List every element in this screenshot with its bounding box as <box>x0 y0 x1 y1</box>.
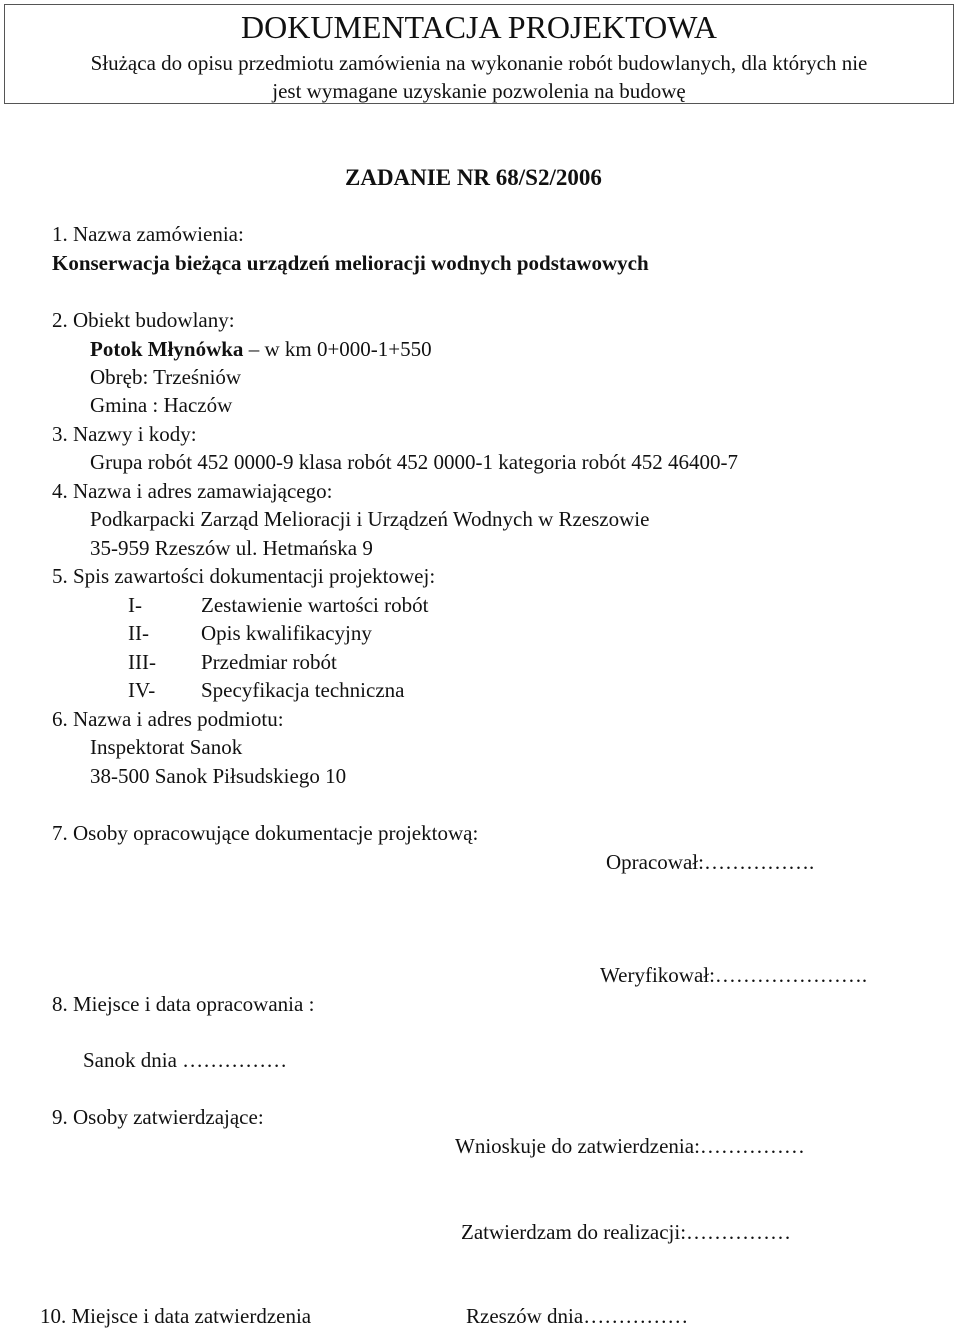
object-name: Potok Młynówka <box>90 337 244 361</box>
header-box <box>4 4 954 104</box>
contents-item-label: Specyfikacja techniczna <box>201 678 405 702</box>
section2-obreb: Obręb: Trześniów <box>90 365 242 389</box>
section8-heading: 8. Miejsce i data opracowania : <box>52 992 315 1016</box>
section3-heading: 3. Nazwy i kody: <box>52 422 197 446</box>
section4-line2: 35-959 Rzeszów ul. Hetmańska 9 <box>90 536 373 560</box>
section9-heading: 9. Osoby zatwierdzające: <box>52 1105 264 1129</box>
contents-item-label: Opis kwalifikacyjny <box>201 621 372 645</box>
contents-item-label: Przedmiar robót <box>201 650 337 674</box>
section4-heading: 4. Nazwa i adres zamawiającego: <box>52 479 333 503</box>
opracowal-signature-line: Opracował:……………. <box>606 850 815 874</box>
section10-heading: 10. Miejsce i data zatwierdzenia <box>40 1304 312 1328</box>
section6-line2: 38-500 Sanok Piłsudskiego 10 <box>90 764 347 788</box>
section4-line1: Podkarpacki Zarząd Melioracji i Urządzeń Wodnych w Rzeszowie <box>90 507 650 531</box>
section2-heading: 2. Obiekt budowlany: <box>52 308 235 332</box>
contents-item-label: Zestawienie wartości robót <box>201 593 429 617</box>
section8-value: Sanok dnia …………… <box>83 1048 288 1072</box>
section10-value: Rzeszów dnia…………… <box>466 1304 689 1328</box>
contents-item-num: IV- <box>128 678 156 702</box>
contents-item-num: I- <box>128 593 142 617</box>
section7-heading: 7. Osoby opracowujące dokumentacje projektową: <box>52 821 479 845</box>
section1-value: Konserwacja bieżąca urządzeń melioracji wodnych podstawowych <box>52 251 649 275</box>
contents-item-num: II- <box>128 621 149 645</box>
task-number: ZADANIE NR 68/S2/2006 <box>345 165 602 190</box>
section6-line1: Inspektorat Sanok <box>90 735 243 759</box>
object-range: – w km 0+000-1+550 <box>243 337 432 361</box>
section5-heading: 5. Spis zawartości dokumentacji projektowej: <box>52 564 436 588</box>
section2-gmina: Gmina : Haczów <box>90 393 233 417</box>
document-subtitle-line2: jest wymagane uzyskanie pozwolenia na budowę <box>272 79 686 103</box>
wnioskuje-signature-line: Wnioskuje do zatwierdzenia:…………… <box>455 1134 805 1158</box>
section1-heading: 1. Nazwa zamówienia: <box>52 222 244 246</box>
section3-value: Grupa robót 452 0000-9 klasa robót 452 0000-1 kategoria robót 452 46400-7 <box>90 450 738 474</box>
zatwierdzam-signature-line: Zatwierdzam do realizacji:…………… <box>461 1220 792 1244</box>
weryfikowal-signature-line: Weryfikował:…………………. <box>600 963 868 987</box>
document-title: DOKUMENTACJA PROJEKTOWA <box>241 9 717 45</box>
section6-heading: 6. Nazwa i adres podmiotu: <box>52 707 284 731</box>
contents-item-num: III- <box>128 650 156 674</box>
document-subtitle-line1: Służąca do opisu przedmiotu zamówienia na wykonanie robót budowlanych, dla których nie <box>90 51 868 75</box>
section2-object <box>90 339 432 360</box>
